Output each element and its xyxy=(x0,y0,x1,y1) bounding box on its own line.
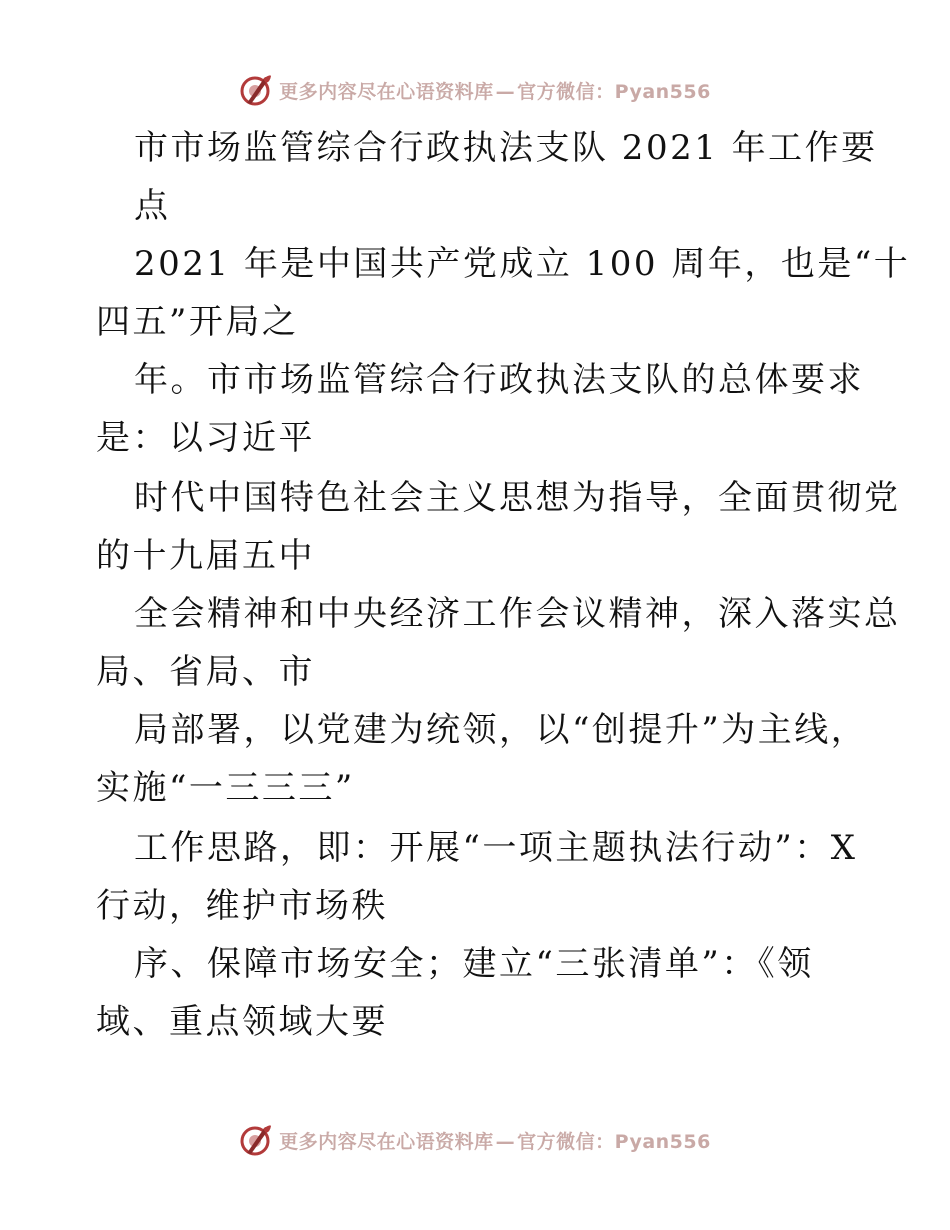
watermark-main-text: 更多内容尽在心语资料库 xyxy=(279,1130,494,1153)
doc-line: 的十九届五中 xyxy=(96,536,315,576)
doc-line: 工作思路，即：开展“一项主题执法行动”：X xyxy=(134,828,858,868)
watermark-dash: — xyxy=(495,1130,516,1153)
doc-line: 年。市市场监管综合行政执法支队的总体要求 xyxy=(134,360,864,400)
watermark-text xyxy=(279,77,711,104)
doc-line: 局、省局、市 xyxy=(96,652,315,692)
doc-line: 行动，维护市场秩 xyxy=(96,886,388,926)
watermark-main-text: 更多内容尽在心语资料库 xyxy=(279,80,494,103)
doc-line: 时代中国特色社会主义思想为指导，全面贯彻党 xyxy=(134,478,901,518)
doc-line: 市市场监管综合行政执法支队 2021 年工作要 xyxy=(134,128,878,168)
doc-line: 实施“一三三三” xyxy=(96,768,355,808)
quill-seal-icon xyxy=(239,73,273,107)
doc-line: 四五”开局之 xyxy=(96,302,299,342)
doc-line: 全会精神和中央经济工作会议精神，深入落实总 xyxy=(134,594,901,634)
doc-line: 点 xyxy=(134,186,171,226)
watermark-dash: — xyxy=(495,80,516,103)
watermark-text xyxy=(279,1127,711,1154)
doc-line: 局部署，以党建为统领，以“创提升”为主线， xyxy=(134,710,868,750)
doc-line: 2021 年是中国共产党成立 100 周年，也是“十 xyxy=(134,244,911,284)
doc-line: 是：以习近平 xyxy=(96,418,315,458)
watermark-contact-text: 官方微信：Pyan556 xyxy=(517,80,711,103)
watermark-contact-text: 官方微信：Pyan556 xyxy=(517,1130,711,1153)
doc-line: 序、保障市场安全；建立“三张清单”：《领 xyxy=(134,944,814,984)
footer-watermark xyxy=(0,1120,950,1160)
header-watermark xyxy=(0,70,950,110)
quill-seal-icon xyxy=(239,1123,273,1157)
doc-line: 域、重点领域大要 xyxy=(96,1002,388,1042)
